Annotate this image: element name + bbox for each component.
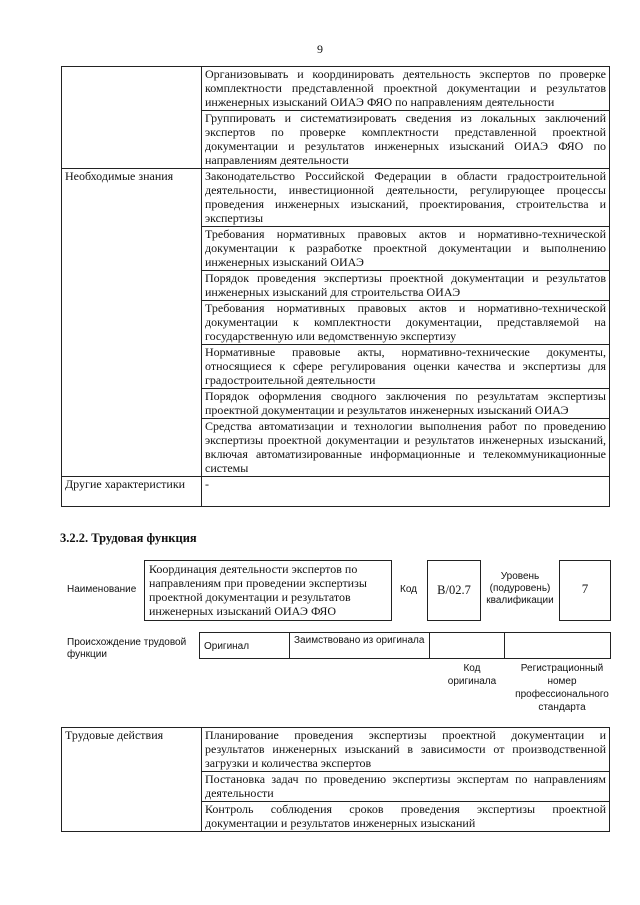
table-row [62, 169, 610, 227]
table-row [62, 67, 610, 111]
reg-number-label: Регистрационный номер профессионального стандарта [515, 663, 609, 713]
qualification-level: 7 [559, 560, 611, 621]
origin-table [199, 632, 611, 659]
row-label [62, 67, 202, 169]
table-cell: Постановка задач по проведению экспертизы экспертам по направлениям деятельности [202, 772, 610, 802]
table-row [62, 728, 610, 772]
table-row [62, 477, 610, 507]
function-name: Координация деятельности экспертов по направлениям при проведении экспертизы проектной документации и результатов инженерных изысканий ОИАЭ ФЯО [144, 560, 392, 621]
table-cell: Контроль соблюдения сроков проведения экспертизы проектной документации и результатов инженерных изысканий [202, 802, 610, 832]
table-cell: Организовывать и координировать деятельность экспертов по проверке комплектности представленной проектной документации и результатов инженерных изысканий ОИАЭ ФЯО по направлениям деятельности [202, 67, 610, 111]
table-cell: Порядок оформления сводного заключения по результатам экспертизы проектной документации и результатов инженерных изысканий ОИАЭ [202, 389, 610, 419]
table-cell: Порядок проведения экспертизы проектной документации и результатов инженерных изысканий для строительства ОИАЭ [202, 271, 610, 301]
section-heading: 3.2.2. Трудовая функция [60, 531, 197, 545]
name-label: Наименование [67, 584, 137, 595]
table-cell: Планирование проведения экспертизы проектной документации и результатов инженерных изысканий в зависимости от производственной загрузки и количества экспертов [202, 728, 610, 772]
code-label: Код [400, 584, 418, 595]
knowledge-table [61, 66, 610, 507]
borrowed-cell: Заимствовано из оригинала [290, 633, 430, 659]
row-label: Другие характеристики [62, 477, 202, 507]
table-cell: Средства автоматизации и технологии выполнения работ по проведению экспертизы проектной документации и результатов инженерных изысканий, включая автоматизированные информационные и телекоммуникационные системы [202, 419, 610, 477]
table-cell: Требования нормативных правовых актов и нормативно-технической документации к разработке проектной документации и выполнению инженерных изысканий ОИАЭ [202, 227, 610, 271]
original-cell: Оригинал [200, 633, 290, 659]
row-label: Трудовые действия [62, 728, 202, 832]
row-label: Необходимые знания [62, 169, 202, 477]
table-cell: - [202, 477, 610, 507]
table-cell: Законодательство Российской Федерации в области градостроительной деятельности, инвестиционной деятельности, регулирующее процессы проведения инженерных изысканий, проектирования, строительства и экспертизы [202, 169, 610, 227]
level-label: Уровень (подуровень) квалификации [486, 571, 554, 606]
code-original-cell [430, 633, 505, 659]
table-row [200, 633, 611, 659]
table-cell: Группировать и систематизировать сведения из локальных заключений экспертов по проверке комплектности представленной проектной документации и результатов инженерных изысканий ОИАЭ ФЯО по направлениям деятельности [202, 111, 610, 169]
reg-number-cell [505, 633, 611, 659]
page-number: 9 [317, 42, 323, 56]
actions-table [61, 727, 610, 832]
table-cell: Нормативные правовые акты, нормативно-технические документы, относящиеся к сфере регулирования оценки качества и экспертизы для градостроительной деятельности [202, 345, 610, 389]
function-code: В/02.7 [427, 560, 481, 621]
code-original-label: Код оригинала [447, 663, 497, 687]
table-cell: Требования нормативных правовых актов и нормативно-технической документации к комплектности документации, представляемой на государственную или ведомственную экспертизу [202, 301, 610, 345]
origin-label: Происхождение трудовой функции [67, 637, 187, 660]
